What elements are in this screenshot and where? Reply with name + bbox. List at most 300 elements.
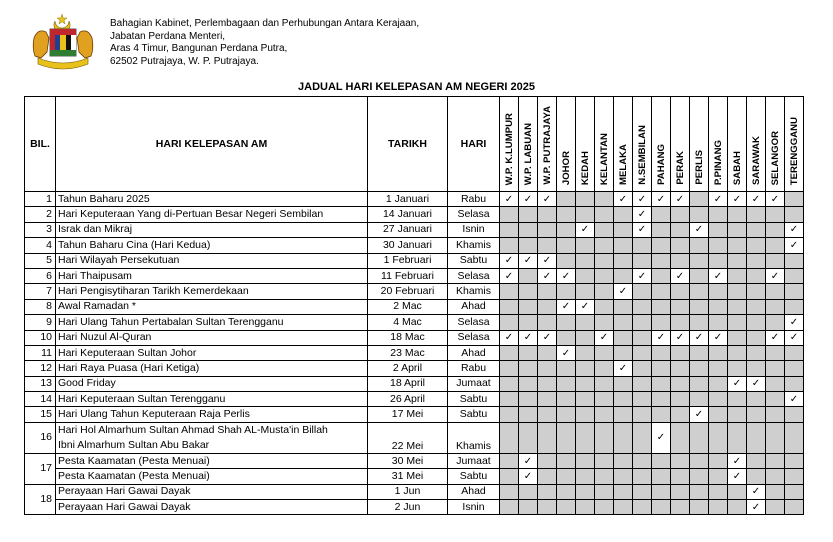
- state-cell-empty: [538, 222, 557, 237]
- state-cell-empty: [576, 192, 595, 207]
- state-cell-empty: [785, 345, 804, 360]
- state-cell-empty: [652, 469, 671, 484]
- state-cell-empty: [709, 392, 728, 407]
- holiday-name-line: Hari Hol Almarhum Sultan Ahmad Shah AL-Musta'in Billah: [58, 423, 328, 436]
- check-mark-icon: ✓: [690, 407, 709, 422]
- row-number: 17: [25, 453, 56, 484]
- state-cell-empty: [595, 192, 614, 207]
- check-mark-icon: ✓: [785, 392, 804, 407]
- state-cell-empty: [538, 345, 557, 360]
- check-mark-icon: ✓: [576, 299, 595, 314]
- state-cell-empty: [538, 238, 557, 253]
- check-mark-icon: ✓: [500, 253, 519, 268]
- state-cell-empty: [633, 284, 652, 299]
- state-cell-empty: [595, 345, 614, 360]
- state-name: P.PINANG: [712, 139, 724, 185]
- row-number: 15: [25, 407, 56, 422]
- state-cell-empty: [595, 407, 614, 422]
- state-cell-empty: [690, 361, 709, 376]
- table-header-row: [25, 97, 804, 192]
- state-cell-empty: [785, 469, 804, 484]
- state-cell-empty: [747, 422, 766, 453]
- state-cell-empty: [614, 207, 633, 222]
- state-cell-empty: [538, 315, 557, 330]
- state-cell-empty: [785, 484, 804, 499]
- holiday-date: 30 Mei: [368, 453, 448, 468]
- state-cell-empty: [671, 484, 690, 499]
- col-header-state: [652, 97, 671, 192]
- row-number: 12: [25, 361, 56, 376]
- state-cell-empty: [709, 376, 728, 391]
- state-cell-empty: [557, 315, 576, 330]
- state-cell-empty: [709, 284, 728, 299]
- table-row: [25, 392, 804, 407]
- holiday-day: Isnin: [448, 222, 500, 237]
- state-cell-empty: [728, 238, 747, 253]
- state-cell-empty: [519, 299, 538, 314]
- row-number: 13: [25, 376, 56, 391]
- state-cell-empty: [709, 422, 728, 453]
- state-name: W.P. K.LUMPUR: [503, 112, 515, 185]
- state-cell-empty: [633, 453, 652, 468]
- state-cell-empty: [519, 361, 538, 376]
- row-number: 9: [25, 315, 56, 330]
- table-row: [25, 407, 804, 422]
- state-cell-empty: [709, 361, 728, 376]
- state-cell-empty: [728, 361, 747, 376]
- state-cell-empty: [766, 376, 785, 391]
- check-mark-icon: ✓: [614, 361, 633, 376]
- state-name: N.SEMBILAN: [636, 125, 648, 185]
- state-cell-empty: [671, 207, 690, 222]
- col-header-state: [538, 97, 557, 192]
- state-cell-empty: [690, 268, 709, 283]
- ministry-address: [110, 18, 419, 68]
- state-cell-empty: [538, 500, 557, 515]
- holiday-name: Hari Raya Puasa (Hari Ketiga): [56, 361, 368, 376]
- state-cell-empty: [595, 392, 614, 407]
- state-cell-empty: [595, 253, 614, 268]
- state-cell-empty: [519, 422, 538, 453]
- holiday-name: Hari Keputeraan Sultan Johor: [56, 345, 368, 360]
- state-cell-empty: [595, 238, 614, 253]
- table-row: [25, 315, 804, 330]
- table-row: [25, 345, 804, 360]
- state-cell-empty: [690, 453, 709, 468]
- state-cell-empty: [709, 253, 728, 268]
- state-name: SELANGOR: [769, 130, 781, 185]
- check-mark-icon: ✓: [785, 330, 804, 345]
- state-cell-empty: [538, 207, 557, 222]
- check-mark-icon: ✓: [709, 330, 728, 345]
- col-header-state: [690, 97, 709, 192]
- state-cell-empty: [614, 500, 633, 515]
- state-cell-empty: [766, 253, 785, 268]
- state-cell-empty: [709, 484, 728, 499]
- check-mark-icon: ✓: [538, 268, 557, 283]
- holiday-date: 17 Mei: [368, 407, 448, 422]
- check-mark-icon: ✓: [633, 222, 652, 237]
- state-cell-empty: [671, 376, 690, 391]
- check-mark-icon: ✓: [728, 376, 747, 391]
- holiday-day: Isnin: [448, 500, 500, 515]
- state-cell-empty: [500, 407, 519, 422]
- state-cell-empty: [766, 238, 785, 253]
- holiday-table: [24, 96, 804, 515]
- col-header-day: HARI: [448, 97, 500, 192]
- state-cell-empty: [785, 253, 804, 268]
- state-cell-empty: [633, 392, 652, 407]
- state-cell-empty: [500, 361, 519, 376]
- state-cell-empty: [576, 469, 595, 484]
- state-cell-empty: [595, 299, 614, 314]
- state-cell-empty: [652, 284, 671, 299]
- address-line-1: Bahagian Kabinet, Perlembagaan dan Perhubungan Antara Kerajaan,: [110, 18, 420, 29]
- state-cell-empty: [652, 361, 671, 376]
- holiday-date: 1 Jun: [368, 484, 448, 499]
- state-cell-empty: [785, 192, 804, 207]
- state-cell-empty: [785, 268, 804, 283]
- state-cell-empty: [747, 222, 766, 237]
- holiday-name: Hari Wilayah Persekutuan: [56, 253, 368, 268]
- table-row: [25, 453, 804, 468]
- holiday-name: [56, 422, 368, 453]
- state-cell-empty: [538, 299, 557, 314]
- state-cell-empty: [709, 345, 728, 360]
- holiday-date: 4 Mac: [368, 315, 448, 330]
- state-cell-empty: [652, 222, 671, 237]
- table-body: [25, 192, 804, 515]
- state-cell-empty: [690, 192, 709, 207]
- state-cell-empty: [728, 207, 747, 222]
- state-cell-empty: [576, 453, 595, 468]
- state-cell-empty: [519, 284, 538, 299]
- state-cell-empty: [728, 268, 747, 283]
- check-mark-icon: ✓: [519, 469, 538, 484]
- col-header-state: [595, 97, 614, 192]
- holiday-day: Ahad: [448, 345, 500, 360]
- state-cell-empty: [557, 484, 576, 499]
- state-name: KEDAH: [579, 150, 591, 185]
- state-cell-empty: [671, 253, 690, 268]
- row-number: 4: [25, 238, 56, 253]
- col-header-state: [709, 97, 728, 192]
- state-name: PAHANG: [655, 144, 667, 185]
- state-cell-empty: [652, 268, 671, 283]
- holiday-day: Khamis: [448, 284, 500, 299]
- state-cell-empty: [747, 361, 766, 376]
- holiday-date: 2 April: [368, 361, 448, 376]
- holiday-date: 14 Januari: [368, 207, 448, 222]
- holiday-date: 18 Mac: [368, 330, 448, 345]
- check-mark-icon: ✓: [538, 330, 557, 345]
- state-cell-empty: [614, 299, 633, 314]
- check-mark-icon: ✓: [595, 330, 614, 345]
- state-cell-empty: [766, 315, 785, 330]
- state-name: W.P. PUTRAJAYA: [541, 106, 553, 185]
- state-cell-empty: [519, 376, 538, 391]
- row-number: 8: [25, 299, 56, 314]
- state-cell-empty: [557, 453, 576, 468]
- table-row: [25, 469, 804, 484]
- state-cell-empty: [538, 361, 557, 376]
- holiday-name: Perayaan Hari Gawai Dayak: [56, 484, 368, 499]
- state-cell-empty: [690, 500, 709, 515]
- state-name: JOHOR: [560, 150, 572, 185]
- state-cell-empty: [690, 392, 709, 407]
- state-cell-empty: [576, 392, 595, 407]
- state-cell-empty: [500, 469, 519, 484]
- row-number: 6: [25, 268, 56, 283]
- state-cell-empty: [538, 376, 557, 391]
- state-cell-empty: [690, 238, 709, 253]
- check-mark-icon: ✓: [633, 268, 652, 283]
- col-header-state: [747, 97, 766, 192]
- state-cell-empty: [747, 315, 766, 330]
- state-cell-empty: [728, 330, 747, 345]
- holiday-date: 20 Februari: [368, 284, 448, 299]
- state-cell-empty: [728, 315, 747, 330]
- holiday-date: 1 Januari: [368, 192, 448, 207]
- state-cell-empty: [519, 268, 538, 283]
- state-cell-empty: [538, 407, 557, 422]
- state-cell-empty: [785, 453, 804, 468]
- state-cell-empty: [500, 376, 519, 391]
- state-cell-empty: [519, 392, 538, 407]
- state-cell-empty: [728, 500, 747, 515]
- state-name: SABAH: [731, 150, 743, 185]
- col-header-date: TARIKH: [368, 97, 448, 192]
- state-cell-empty: [538, 484, 557, 499]
- state-cell-empty: [614, 376, 633, 391]
- row-number: 14: [25, 392, 56, 407]
- state-cell-empty: [785, 376, 804, 391]
- state-name: PERLIS: [693, 150, 705, 185]
- holiday-day: Khamis: [448, 422, 500, 453]
- row-number: 16: [25, 422, 56, 453]
- row-number: 1: [25, 192, 56, 207]
- check-mark-icon: ✓: [557, 268, 576, 283]
- state-cell-empty: [633, 361, 652, 376]
- state-cell-empty: [633, 330, 652, 345]
- address-line-3: Aras 4 Timur, Bangunan Perdana Putra,: [110, 43, 288, 54]
- holiday-name: Hari Keputeraan Yang di-Pertuan Besar Negeri Sembilan: [56, 207, 368, 222]
- check-mark-icon: ✓: [614, 284, 633, 299]
- state-cell-empty: [538, 284, 557, 299]
- state-cell-empty: [500, 315, 519, 330]
- state-cell-empty: [652, 315, 671, 330]
- state-cell-empty: [671, 453, 690, 468]
- state-cell-empty: [576, 376, 595, 391]
- holiday-name: Perayaan Hari Gawai Dayak: [56, 500, 368, 515]
- holiday-day: Selasa: [448, 268, 500, 283]
- state-cell-empty: [728, 484, 747, 499]
- holiday-day: Ahad: [448, 484, 500, 499]
- state-cell-empty: [671, 392, 690, 407]
- state-cell-empty: [652, 345, 671, 360]
- check-mark-icon: ✓: [557, 345, 576, 360]
- check-mark-icon: ✓: [538, 192, 557, 207]
- state-cell-empty: [595, 376, 614, 391]
- state-cell-empty: [709, 222, 728, 237]
- col-header-bil: BIL.: [25, 97, 56, 192]
- state-cell-empty: [500, 484, 519, 499]
- holiday-day: Ahad: [448, 299, 500, 314]
- holiday-date: 11 Februari: [368, 268, 448, 283]
- state-cell-empty: [576, 268, 595, 283]
- state-cell-empty: [595, 284, 614, 299]
- state-cell-empty: [538, 422, 557, 453]
- col-header-state: [633, 97, 652, 192]
- state-cell-empty: [671, 407, 690, 422]
- table-row: [25, 284, 804, 299]
- state-cell-empty: [614, 392, 633, 407]
- state-cell-empty: [519, 238, 538, 253]
- row-number: 3: [25, 222, 56, 237]
- check-mark-icon: ✓: [614, 192, 633, 207]
- check-mark-icon: ✓: [709, 192, 728, 207]
- state-cell-empty: [728, 422, 747, 453]
- check-mark-icon: ✓: [500, 192, 519, 207]
- state-cell-empty: [671, 315, 690, 330]
- state-cell-empty: [728, 345, 747, 360]
- state-cell-empty: [785, 284, 804, 299]
- state-cell-empty: [671, 422, 690, 453]
- col-header-state: [557, 97, 576, 192]
- state-cell-empty: [538, 392, 557, 407]
- holiday-date: 18 April: [368, 376, 448, 391]
- state-cell-empty: [728, 392, 747, 407]
- state-cell-empty: [576, 284, 595, 299]
- state-cell-empty: [709, 500, 728, 515]
- state-cell-empty: [747, 268, 766, 283]
- state-cell-empty: [538, 469, 557, 484]
- state-cell-empty: [557, 376, 576, 391]
- state-cell-empty: [690, 484, 709, 499]
- state-cell-empty: [557, 361, 576, 376]
- state-cell-empty: [766, 484, 785, 499]
- state-name: KELANTAN: [598, 132, 610, 185]
- row-number: 10: [25, 330, 56, 345]
- table-row: [25, 268, 804, 283]
- state-cell-empty: [557, 222, 576, 237]
- state-cell-empty: [595, 222, 614, 237]
- table-row: [25, 222, 804, 237]
- state-cell-empty: [747, 392, 766, 407]
- state-cell-empty: [766, 392, 785, 407]
- state-cell-empty: [785, 299, 804, 314]
- state-cell-empty: [633, 299, 652, 314]
- state-cell-empty: [633, 238, 652, 253]
- state-cell-empty: [557, 469, 576, 484]
- state-cell-empty: [747, 238, 766, 253]
- state-cell-empty: [614, 407, 633, 422]
- state-cell-empty: [500, 207, 519, 222]
- state-cell-empty: [614, 453, 633, 468]
- state-cell-empty: [500, 222, 519, 237]
- holiday-date: 31 Mei: [368, 469, 448, 484]
- address-line-2: Jabatan Perdana Menteri,: [110, 30, 226, 42]
- state-cell-empty: [633, 407, 652, 422]
- state-cell-empty: [633, 315, 652, 330]
- state-cell-empty: [766, 222, 785, 237]
- state-cell-empty: [671, 238, 690, 253]
- holiday-date: 27 Januari: [368, 222, 448, 237]
- holiday-name: Pesta Kaamatan (Pesta Menuai): [56, 469, 368, 484]
- state-cell-empty: [747, 253, 766, 268]
- state-cell-empty: [785, 207, 804, 222]
- holiday-date: 23 Mac: [368, 345, 448, 360]
- row-number: 7: [25, 284, 56, 299]
- col-header-holiday: HARI KELEPASAN AM: [56, 97, 368, 192]
- holiday-day: Jumaat: [448, 376, 500, 391]
- state-cell-empty: [557, 192, 576, 207]
- state-cell-empty: [614, 222, 633, 237]
- state-cell-empty: [766, 407, 785, 422]
- check-mark-icon: ✓: [747, 376, 766, 391]
- state-cell-empty: [728, 284, 747, 299]
- state-cell-empty: [576, 207, 595, 222]
- state-cell-empty: [633, 253, 652, 268]
- state-cell-empty: [747, 207, 766, 222]
- check-mark-icon: ✓: [766, 192, 785, 207]
- state-cell-empty: [690, 299, 709, 314]
- check-mark-icon: ✓: [633, 192, 652, 207]
- col-header-state: [519, 97, 538, 192]
- holiday-day: Sabtu: [448, 392, 500, 407]
- state-cell-empty: [614, 484, 633, 499]
- state-cell-empty: [633, 484, 652, 499]
- col-header-state: [576, 97, 595, 192]
- row-number: 2: [25, 207, 56, 222]
- state-cell-empty: [576, 407, 595, 422]
- check-mark-icon: ✓: [519, 330, 538, 345]
- state-cell-empty: [671, 361, 690, 376]
- state-cell-empty: [519, 407, 538, 422]
- state-cell-empty: [690, 422, 709, 453]
- holiday-name: Israk dan Mikraj: [56, 222, 368, 237]
- state-cell-empty: [709, 238, 728, 253]
- holiday-day: Jumaat: [448, 453, 500, 468]
- state-cell-empty: [633, 345, 652, 360]
- holiday-name: Good Friday: [56, 376, 368, 391]
- row-number: 18: [25, 484, 56, 515]
- holiday-name: Hari Keputeraan Sultan Terengganu: [56, 392, 368, 407]
- state-cell-empty: [557, 422, 576, 453]
- state-cell-empty: [652, 253, 671, 268]
- check-mark-icon: ✓: [652, 330, 671, 345]
- state-cell-empty: [709, 315, 728, 330]
- state-cell-empty: [766, 361, 785, 376]
- state-cell-empty: [671, 500, 690, 515]
- table-row: [25, 376, 804, 391]
- state-cell-empty: [614, 469, 633, 484]
- state-name: TERENGGANU: [788, 116, 800, 185]
- holiday-day: Selasa: [448, 330, 500, 345]
- state-cell-empty: [519, 207, 538, 222]
- state-cell-empty: [557, 392, 576, 407]
- table-row: [25, 500, 804, 515]
- state-cell-empty: [595, 268, 614, 283]
- check-mark-icon: ✓: [766, 330, 785, 345]
- state-cell-empty: [595, 453, 614, 468]
- state-cell-empty: [500, 238, 519, 253]
- state-cell-empty: [766, 345, 785, 360]
- state-cell-empty: [576, 422, 595, 453]
- check-mark-icon: ✓: [557, 299, 576, 314]
- state-cell-empty: [595, 361, 614, 376]
- check-mark-icon: ✓: [785, 238, 804, 253]
